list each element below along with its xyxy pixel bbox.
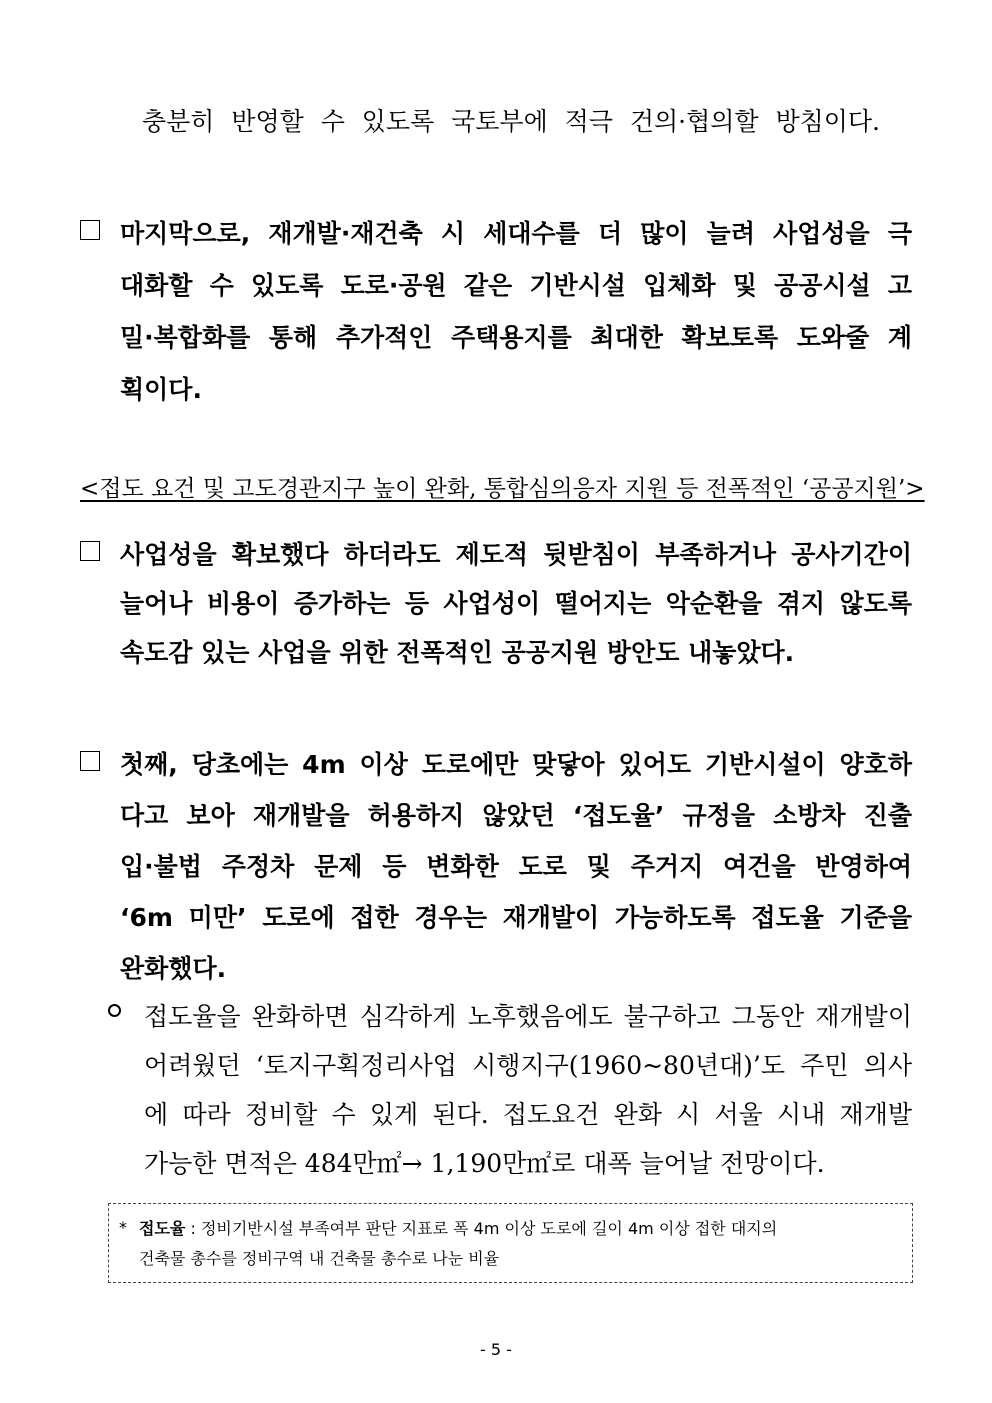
footnote-term: 접도율	[139, 1219, 186, 1238]
circle-bullet-icon	[108, 1004, 121, 1017]
footnote-line	[139, 1216, 903, 1239]
paragraph-line: 첫째, 당초에는 4m 이상 도로에만 맞닿아 있어도 기반시설이 양호하	[120, 750, 912, 779]
square-bullet-icon	[80, 751, 100, 771]
footnote-mark: *	[119, 1218, 127, 1237]
square-bullet-icon	[80, 220, 100, 240]
paragraph-line: 사업성을 확보했다 하더라도 제도적 뒷받침이 부족하거나 공사기간이	[120, 540, 912, 569]
sub-point-line: 에 따라 정비할 수 있게 된다. 접도요건 완화 시 서울 시내 재개발	[144, 1100, 912, 1129]
paragraph-line: 획이다.	[120, 375, 202, 404]
footnote-box	[108, 1203, 913, 1283]
paragraph-line: 속도감 있는 사업을 위한 전폭적인 공공지원 방안도 내놓았다.	[120, 638, 795, 667]
square-bullet-icon	[80, 541, 100, 561]
paragraph-line: 대화할 수 있도록 도로·공원 같은 기반시설 입체화 및 공공시설 고	[120, 271, 912, 300]
section-heading: <접도 요건 및 고도경관지구 높이 완화, 통합심의응자 지원 등 전폭적인 ‘공공지원’>	[80, 476, 925, 502]
paragraph-line: 마지막으로, 재개발·재건축 시 세대수를 더 많이 늘려 사업성을 극	[120, 219, 912, 248]
paragraph-line: 입·불법 주정차 문제 등 변화한 도로 및 주거지 여건을 반영하여	[120, 852, 912, 881]
intro-line: 충분히 반영할 수 있도록 국토부에 적극 건의·협의할 방침이다.	[142, 107, 880, 136]
sub-point-line: 가능한 면적은 484만㎡→ 1,190만㎡로 대폭 늘어날 전망이다.	[144, 1149, 825, 1178]
paragraph-line: 완화했다.	[120, 954, 227, 983]
paragraph-line: 다고 보아 재개발을 허용하지 않았던 ‘접도율’ 규정을 소방차 진출	[120, 801, 912, 830]
paragraph-line: ‘6m 미만’ 도로에 접한 경우는 재개발이 가능하도록 접도율 기준을	[120, 903, 912, 932]
footnote-definition: : 정비기반시설 부족여부 판단 지표로 폭 4m 이상 도로에 길이 4m 이상 접한 대지의	[185, 1219, 778, 1238]
sub-point-line: 어려웠던 ‘토지구획정리사업 시행지구(1960~80년대)’도 주민 의사	[144, 1051, 912, 1080]
paragraph-line: 밀·복합화를 통해 추가적인 주택용지를 최대한 확보토록 도와줄 계	[120, 323, 912, 352]
page-number: - 5 -	[480, 1340, 512, 1359]
sub-point-line: 접도율을 완화하면 심각하게 노후했음에도 불구하고 그동안 재개발이	[144, 1002, 912, 1031]
footnote-line: 건축물 총수를 정비구역 내 건축물 총수로 나눈 비율	[139, 1249, 500, 1268]
paragraph-line: 늘어나 비용이 증가하는 등 사업성이 떨어지는 악순환을 겪지 않도록	[120, 589, 912, 618]
